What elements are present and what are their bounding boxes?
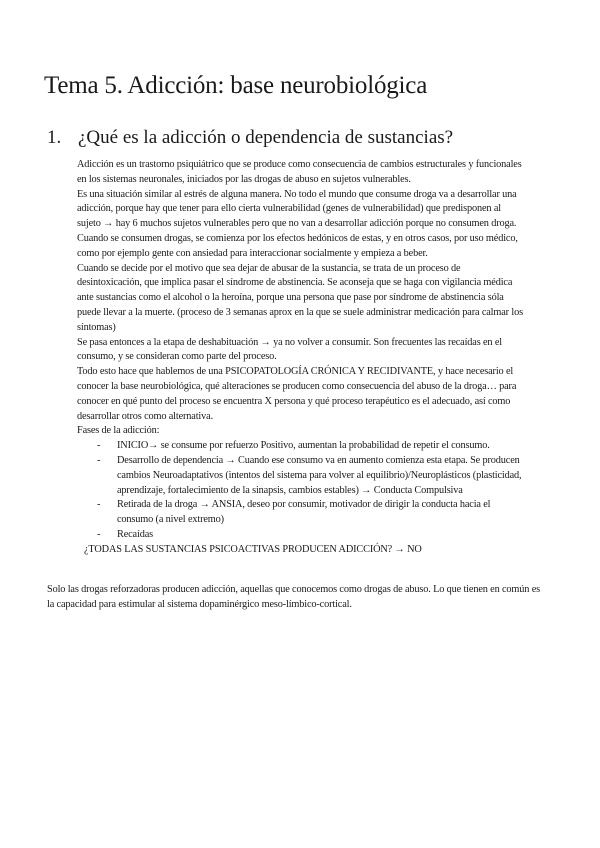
phases-heading: Fases de la adicción:: [77, 425, 160, 437]
page-title: Tema 5. Adicción: base neurobiológica: [44, 72, 428, 99]
paragraph-vulnerability: Es una situación similar al estrés de alguna manera. No todo el mundo que consume droga va a desarrollar una adicción, porque hay que tener para ello cierta vulnerabilidad (genes de vulnerabilidad) que predisponen al sujeto → hay 6 muchos sujetos vulnerables pero que no van a desarrollar adicción porque no consumen droga.: [77, 188, 517, 230]
question-line: ¿TODAS LAS SUSTANCIAS PSICOACTIVAS PRODUCEN ADICCIÓN? → NO: [84, 543, 422, 555]
phase-text: Recaídas: [117, 528, 153, 540]
document-body: [77, 158, 527, 558]
list-marker: -: [97, 528, 101, 540]
list-item: [77, 439, 527, 454]
section-number: 1.: [47, 127, 62, 148]
phases-list: [77, 439, 527, 543]
phase-text: Desarrollo de dependencia → Cuando ese consumo va en aumento comienza esta etapa. Se producen cambios Neuroadaptativos (intentos del sistema para volver al equilibrio)/Neuroplásticos (plasticidad, aprendizaje, fortalecimiento de la sinapsis, cambios estables) → Conducta Compulsiva: [117, 454, 522, 496]
answer-paragraph: Solo las drogas reforzadoras producen adicción, aquellas que conocemos como drogas de abuso. Lo que tienen en común es la capacidad para estimular al sistema dopaminérgico meso-límbico-cortical.: [47, 584, 540, 610]
paragraph-psychopathology: Todo esto hace que hablemos de una PSICOPATOLOGÍA CRÓNICA Y RECIDIVANTE, y hace necesario el conocer la base neurobiológica, qué alteraciones se producen como consecuencia del abuso de la droga… para conocer en qué punto del proceso se encuentra X persona y qué proceso terapéutico es el adecuado, así como desarrollar otros como alternativa.: [77, 366, 517, 422]
paragraph-dishabituation: Se pasa entonces a la etapa de deshabituación → ya no volver a consumir. Son frecuentes las recaídas en el consumo, y se consideran como parte del proceso.: [77, 336, 502, 363]
list-marker: -: [97, 454, 101, 466]
paragraph-definition: Adicción es un trastorno psiquiátrico que se produce como consecuencia de cambios estructurales y funcionales en los sistemas neuronales, iniciados por las drogas de abuso en sujetos vulnerables.: [77, 159, 522, 185]
list-item: [77, 454, 527, 498]
paragraph-detox: Cuando se decide por el motivo que sea dejar de abusar de la sustancia, se trata de un proceso de desintoxicación, que implica pasar el síndrome de abstinencia. Se aconseja que se haga con vigilancia médica ante sustancias como el alcohol o la heroína, porque una persona que pase por síndrome de abstinencia sóla puede llevar a la muerte. (proceso de 3 semanas aprox en la que se suele administrar medicación para calmar los síntomas): [77, 262, 523, 333]
phase-text: Retirada de la droga → ANSIA, deseo por consumir, motivador de dirigir la conducta hacia el consumo (a nivel extremo): [117, 499, 491, 526]
list-marker: -: [97, 499, 101, 511]
phase-text: INICIO→ se consume por refuerzo Positivo, aumentan la probabilidad de repetir el consumo.: [117, 440, 490, 452]
answer-block: [47, 583, 547, 613]
section-heading-text: ¿Qué es la adicción o dependencia de sustancias?: [78, 127, 454, 148]
list-marker: -: [97, 440, 101, 452]
list-item: [77, 528, 527, 543]
list-item: [77, 498, 527, 528]
paragraph-consumption: Cuando se consumen drogas, se comienza por los efectos hedónicos de estas, y en otros casos, por uso médico, como por ejemplo gente con ansiedad para interaccionar socialmente y empieza a beber.: [77, 232, 518, 259]
section-heading: [47, 127, 453, 149]
